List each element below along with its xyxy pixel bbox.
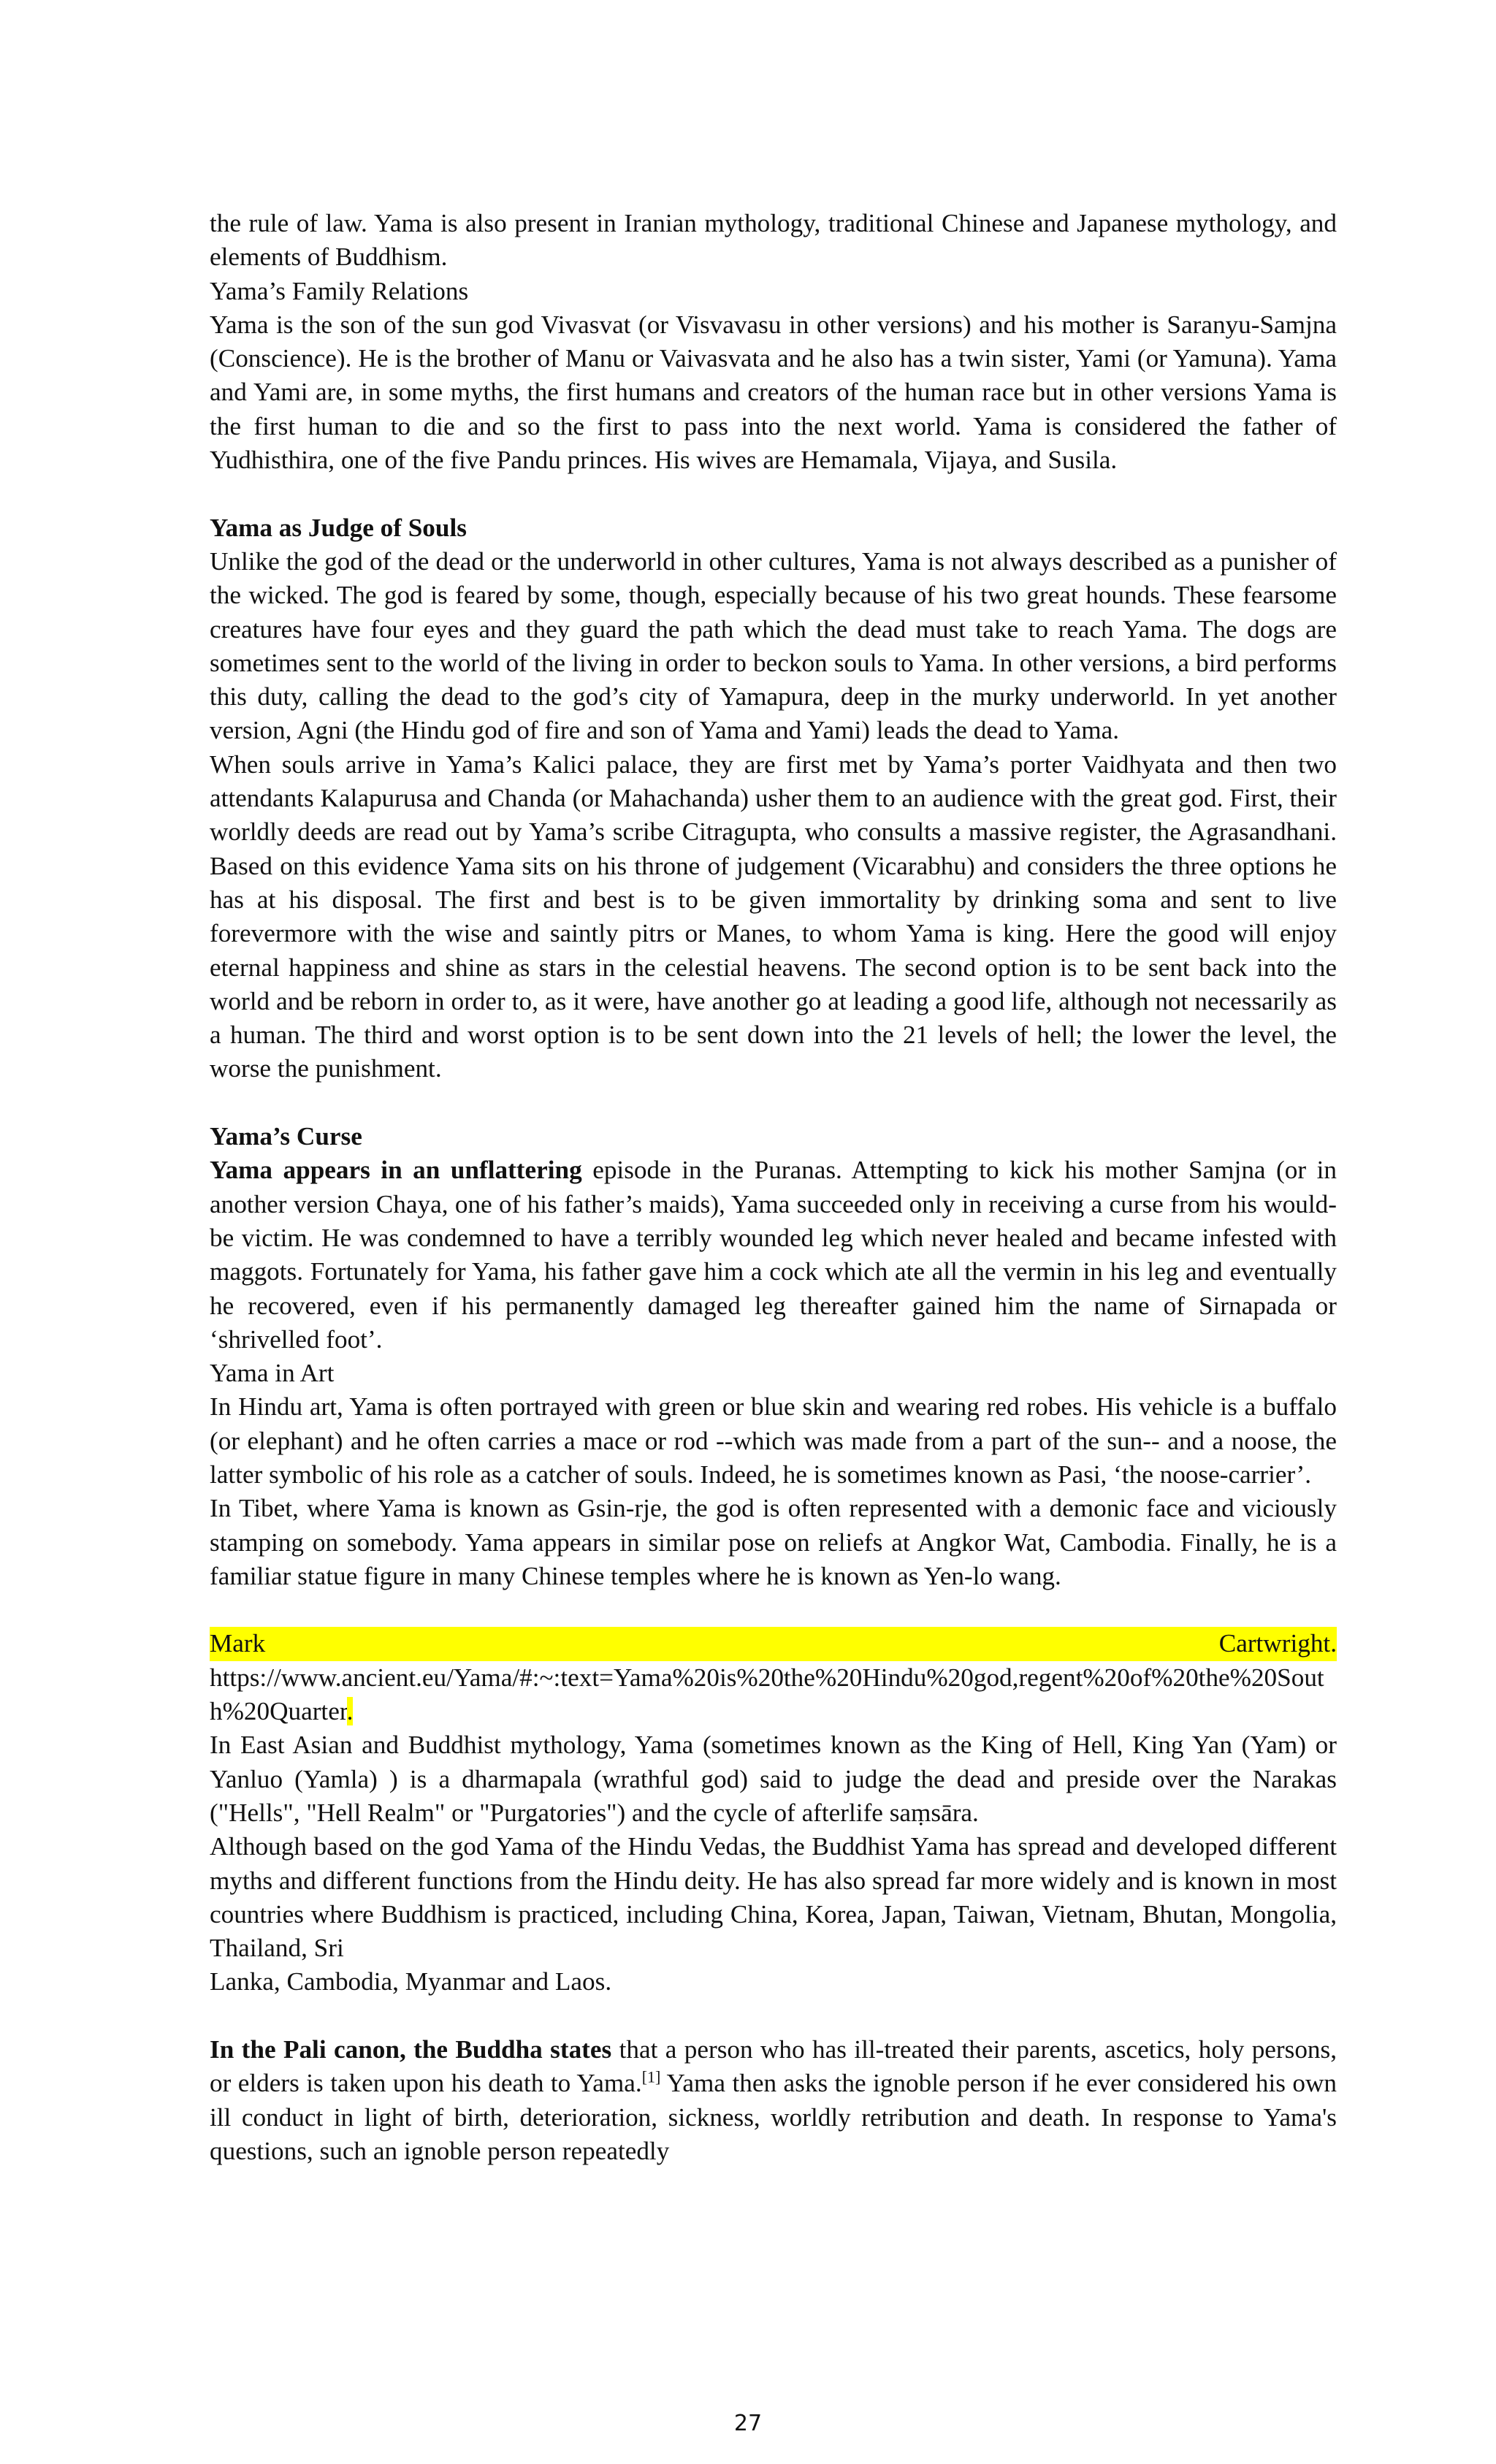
pali-text-rest: Yama then asks the ignoble person if he ever considered his own ill conduct in light of birth, deterioration, sickness, worldly retribution and death. In response to Yama's questions, such an ignoble person repeatedly: [210, 2069, 1337, 2165]
citation-url-period: .: [346, 1697, 354, 1726]
paragraph-gap: [210, 1086, 1337, 1120]
section-heading-curse: Yama’s Curse: [210, 1122, 362, 1151]
paragraph-pali: [210, 2033, 1337, 2168]
paragraph-gap: [210, 1593, 1337, 1627]
section-heading-art: Yama in Art: [210, 1359, 335, 1388]
curse-text: episode in the Puranas. Attempting to kick his mother Samjna (or in another version Chaya, one of his father’s maids), Yama succeeded only in receiving a curse from his would-be victim. He was condemned to have a terribly wounded leg which never healed and became infested with maggots. Fortunately for Yama, his father gave him a cock which ate all the vermin in his leg and eventually he recovered, even if his permanently damaged leg thereafter gained him the name of Sirnapada or ‘shrivelled foot’.: [210, 1156, 1337, 1354]
citation-author-last: Cartwright.: [1218, 1629, 1337, 1658]
paragraph-judge-1: Unlike the god of the dead or the underworld in other cultures, Yama is not always described as a punisher of the wicked. The god is feared by some, though, especially because of his two great hounds. These fearsome creatures have four eyes and they guard the path which the dead must take to reach Yama. The dogs are sometimes sent to the world of the living in order to beckon souls to Yama. In other versions, a bird performs this duty, calling the dead to the god’s city of Yamapura, deep in the murky underworld. In yet another version, Agni (the Hindu god of fire and son of Yama and Yami) leads the dead to Yama.: [210, 546, 1337, 745]
paragraph-family: Yama is the son of the sun god Vivasvat (or Visvavasu in other versions) and his mother is Saranyu-Samjna (Conscience). He is the brother of Manu or Vaivasvata and he also has a twin sister, Yami (or Yamuna). Yama and Yami are, in some myths, the first humans and creators of the human race but in other versions Yama is the first human to die and so the first to pass into the next world. Yama is considered the father of Yudhisthira, one of the five Pandu princes. His wives are Hemamala, Vijaya, and Susila.: [210, 310, 1337, 475]
citation-author-line: [210, 1627, 1337, 1660]
paragraph-judge-2: When souls arrive in Yama’s Kalici palace, they are first met by Yama’s porter Vaidhyata and then two attendants Kalapurusa and Chanda (or Mahachanda) usher them to an audience with the great god. First, their worldly deeds are read out by Yama’s scribe Citragupta, who consults a massive register, the Agrasandhani. Based on this evidence Yama sits on his throne of judgement (Vicarabhu) and considers the three options he has at his disposal. The first and best is to be given immortality by drinking soma and sent to live forevermore with the wise and saintly pitrs or Manes, to whom Yama is king. Here the good will enjoy eternal happiness and shine as stars in the celestial heavens. The second option is to be sent back into the world and be reborn in order to, as it were, have another go at leading a good life, although not necessarily as a human. The third and worst option is to be sent down into the 21 levels of hell; the lower the level, the worse the punishment.: [210, 750, 1337, 1083]
paragraph-gap: [210, 477, 1337, 511]
section-heading-judge: Yama as Judge of Souls: [210, 513, 467, 542]
paragraph-intro: the rule of law. Yama is also present in Iranian mythology, traditional Chinese and Japanese mythology, and elements of Buddhism.: [210, 209, 1337, 272]
page-body: [210, 207, 1337, 2168]
section-heading-family: Yama’s Family Relations: [210, 276, 469, 305]
paragraph-art-1: In Hindu art, Yama is often portrayed with green or blue skin and wearing red robes. His vehicle is a buffalo (or elephant) and he often carries a mace or rod --which was made from a part of the sun-- and a noose, the latter symbolic of his role as a catcher of souls. Indeed, he is sometimes known as Pasi, ‘the noose-carrier’.: [210, 1392, 1337, 1489]
paragraph-art-2: In Tibet, where Yama is known as Gsin-rje, the god is often represented with a demonic face and viciously stamping on somebody. Yama appears in similar pose on reliefs at Angkor Wat, Cambodia. Finally, he is a familiar statue figure in many Chinese temples where he is known as Yen-lo wang.: [210, 1494, 1337, 1590]
curse-lead-bold: Yama appears in an unflattering: [210, 1156, 582, 1185]
footnote-ref[interactable]: [1]: [641, 2067, 661, 2086]
paragraph-curse: [210, 1153, 1337, 1357]
pali-text: that a person who has ill-treated their parents, ascetics, holy persons, or elders is taken upon his death to Yama.: [210, 2035, 1337, 2098]
citation-url-text[interactable]: https://www.ancient.eu/Yama/#:~:text=Yama%20is%20the%20Hindu%20god,regent%20of%20the%20South%20Quarter: [210, 1663, 1324, 1726]
paragraph-although-end: Lanka, Cambodia, Myanmar and Laos.: [210, 1967, 612, 1996]
paragraph-gap: [210, 1999, 1337, 2033]
paragraph-east-asian: In East Asian and Buddhist mythology, Yama (sometimes known as the King of Hell, King Yan (Yam) or Yanluo (Yamla) ) is a dharmapala (wrathful god) said to judge the dead and preside over the Narakas ("Hells", "Hell Realm" or "Purgatories") and the cycle of afterlife saṃsāra.: [210, 1731, 1337, 1827]
citation-url[interactable]: [210, 1661, 1337, 1729]
paragraph-although: Although based on the god Yama of the Hindu Vedas, the Buddhist Yama has spread and developed different myths and different functions from the Hindu deity. He has also spread far more widely and is known in most countries where Buddhism is practiced, including China, Korea, Japan, Taiwan, Vietnam, Bhutan, Mongolia, Thailand, Sri: [210, 1832, 1337, 1963]
pali-lead-bold: In the Pali canon, the Buddha states: [210, 2035, 612, 2064]
citation-author-first: Mark: [210, 1629, 266, 1658]
page-number: 27: [733, 2411, 763, 2436]
